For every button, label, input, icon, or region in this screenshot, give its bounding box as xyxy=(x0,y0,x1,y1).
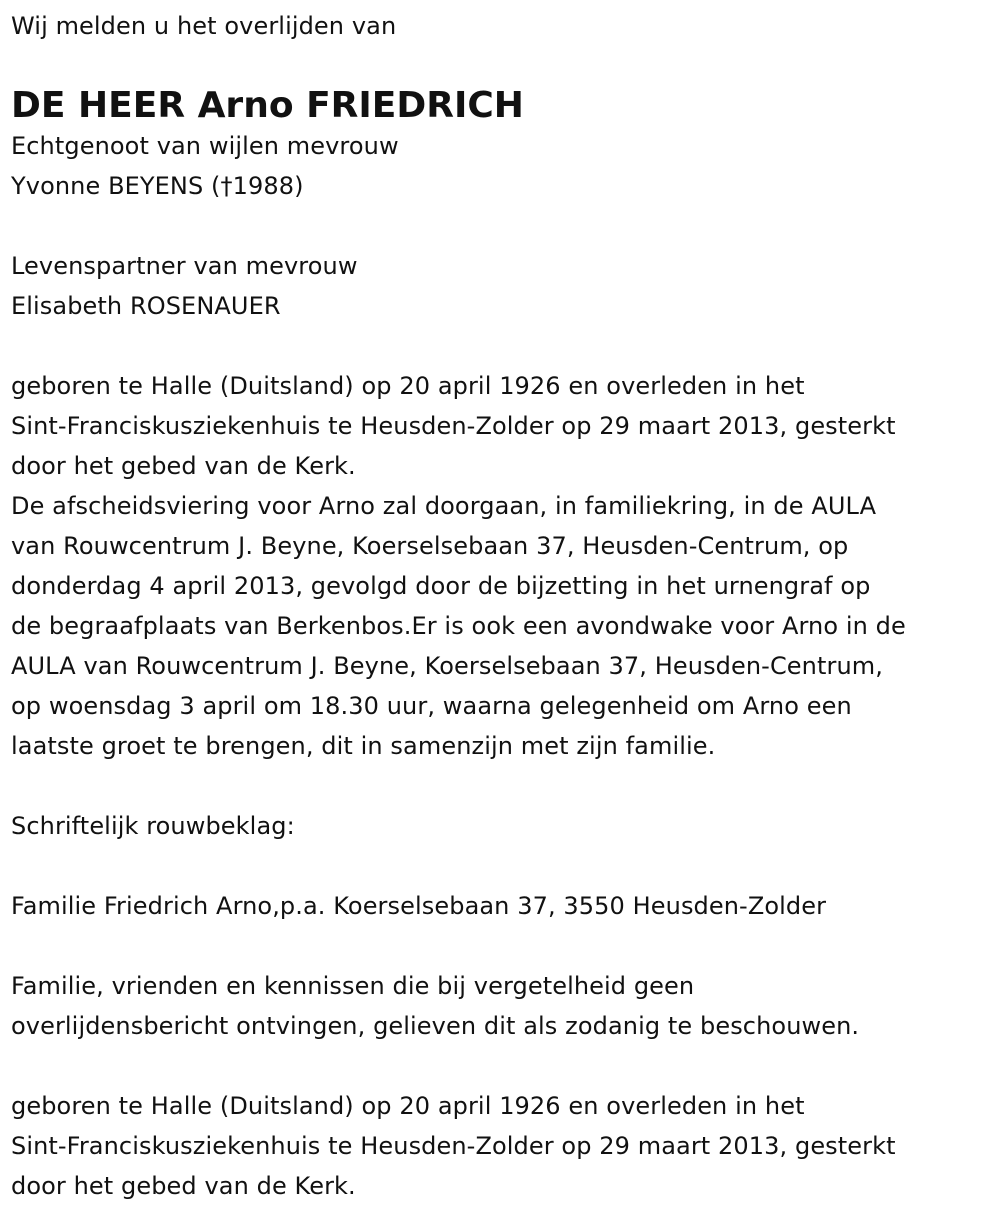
condolence-label: Schriftelijk rouwbeklag: xyxy=(11,812,295,840)
partner-name: Elisabeth ROSENAUER xyxy=(11,292,281,320)
paragraph-line: De afscheidsviering voor Arno zal doorgaan, in familiekring, in de AULA xyxy=(11,492,877,520)
spouse-section xyxy=(11,126,996,206)
paragraph-line: door het gebed van de Kerk. xyxy=(11,1172,356,1200)
birth-death-repeat-section xyxy=(11,1086,996,1206)
paragraph-line: Familie, vrienden en kennissen die bij vergetelheid geen xyxy=(11,972,695,1000)
paragraph-line: AULA van Rouwcentrum J. Beyne, Koerselsebaan 37, Heusden-Centrum, xyxy=(11,652,883,680)
ceremony-section xyxy=(11,486,996,766)
obituary-notice xyxy=(11,6,996,1206)
spouse-death-year: 1988) xyxy=(232,172,304,200)
paragraph-line: donderdag 4 april 2013, gevolgd door de bijzetting in het urnengraf op xyxy=(11,572,871,600)
deceased-name: DE HEER Arno FRIEDRICH xyxy=(11,85,524,126)
paragraph-line: Sint-Franciskusziekenhuis te Heusden-Zolder op 29 maart 2013, gesterkt xyxy=(11,1132,896,1160)
paragraph-line: geboren te Halle (Duitsland) op 20 april 1926 en overleden in het xyxy=(11,1092,805,1120)
paragraph-line: door het gebed van de Kerk. xyxy=(11,452,356,480)
paragraph-line: van Rouwcentrum J. Beyne, Koerselsebaan 37, Heusden-Centrum, op xyxy=(11,532,849,560)
spouse-name: Yvonne BEYENS ( xyxy=(11,172,221,200)
paragraph-line: op woensdag 3 april om 18.30 uur, waarna gelegenheid om Arno een xyxy=(11,692,852,720)
paragraph-line: laatste groet te brengen, dit in samenzijn met zijn familie. xyxy=(11,732,716,760)
partner-section xyxy=(11,246,996,326)
paragraph-line: de begraafplaats van Berkenbos.Er is ook een avondwake voor Arno in de xyxy=(11,612,906,640)
paragraph-line: overlijdensbericht ontvingen, gelieven dit als zodanig te beschouwen. xyxy=(11,1012,860,1040)
notice-section xyxy=(11,966,996,1046)
paragraph-line: geboren te Halle (Duitsland) op 20 april 1926 en overleden in het xyxy=(11,372,805,400)
spouse-line: Echtgenoot van wijlen mevrouw xyxy=(11,132,399,160)
intro-text: Wij melden u het overlijden van xyxy=(11,12,397,40)
condolence-address: Familie Friedrich Arno,p.a. Koerselsebaan 37, 3550 Heusden-Zolder xyxy=(11,892,827,920)
birth-death-section xyxy=(11,366,996,486)
spouse-name-line xyxy=(11,166,996,206)
partner-line: Levenspartner van mevrouw xyxy=(11,252,358,280)
cross-icon: † xyxy=(220,172,233,200)
paragraph-line: Sint-Franciskusziekenhuis te Heusden-Zolder op 29 maart 2013, gesterkt xyxy=(11,412,896,440)
